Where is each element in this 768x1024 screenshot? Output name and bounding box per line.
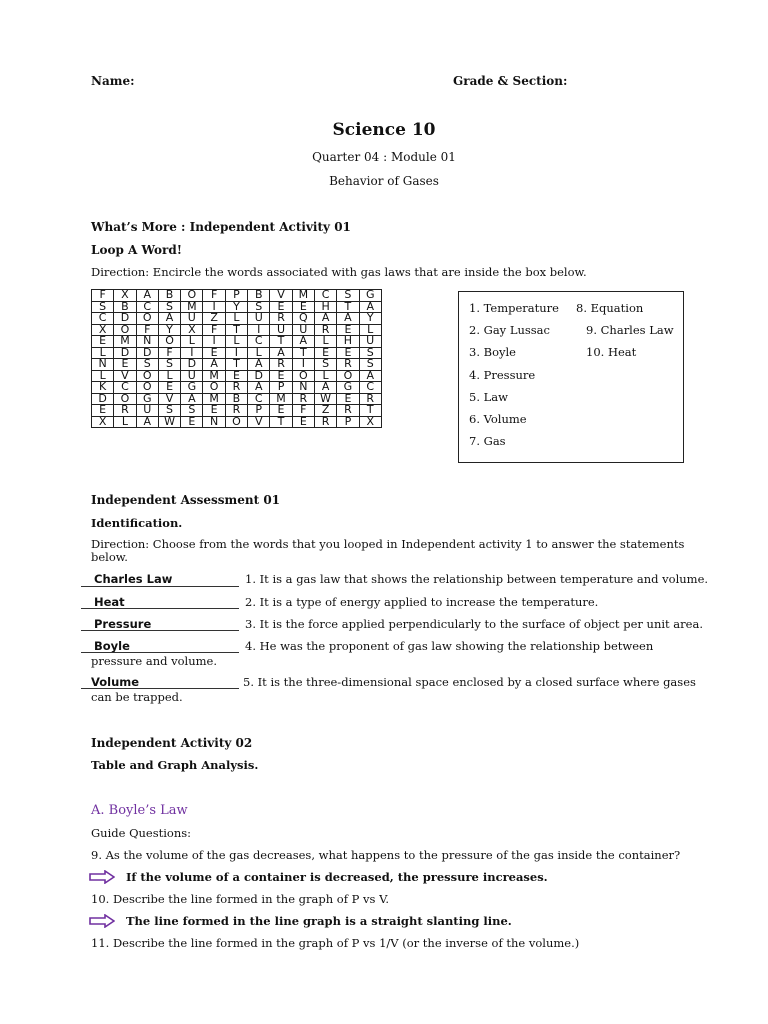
grid-cell: U — [248, 313, 270, 325]
grid-cell: M — [181, 301, 203, 313]
question-4: 4. He was the proponent of gas law showing the relationship between — [245, 639, 654, 653]
grid-cell: R — [292, 393, 314, 405]
grid-cell: V — [248, 416, 270, 428]
grid-cell: I — [248, 324, 270, 336]
grid-cell: G — [136, 393, 158, 405]
grid-cell: E — [314, 347, 336, 359]
table-graph-heading: Table and Graph Analysis. — [91, 758, 259, 772]
grid-cell: R — [314, 324, 336, 336]
grid-cell: O — [181, 290, 203, 302]
grid-cell: D — [248, 370, 270, 382]
grid-cell: D — [114, 313, 136, 325]
name-label: Name: — [91, 74, 135, 88]
grid-cell: O — [114, 393, 136, 405]
grid-cell: D — [136, 347, 158, 359]
grid-cell: A — [314, 313, 336, 325]
grid-cell: G — [337, 382, 359, 394]
grid-cell: I — [203, 301, 225, 313]
grid-cell: U — [181, 313, 203, 325]
grid-cell: E — [270, 405, 292, 417]
grid-cell: R — [114, 405, 136, 417]
grid-cell: C — [359, 382, 381, 394]
grid-cell: T — [337, 301, 359, 313]
grid-cell: E — [337, 324, 359, 336]
grid-cell: E — [203, 405, 225, 417]
grid-cell: N — [292, 382, 314, 394]
identification-heading: Identification. — [91, 516, 183, 530]
grid-cell: R — [225, 405, 247, 417]
grid-cell: A — [270, 347, 292, 359]
grid-cell: O — [225, 416, 247, 428]
grid-cell: S — [158, 405, 180, 417]
grid-cell: T — [270, 416, 292, 428]
arrow-right-icon — [89, 914, 115, 928]
grid-cell: L — [92, 370, 114, 382]
grid-cell: S — [359, 347, 381, 359]
grid-cell: P — [337, 416, 359, 428]
grid-cell: F — [292, 405, 314, 417]
grid-cell: L — [314, 336, 336, 348]
grid-cell: F — [203, 290, 225, 302]
grid-cell: A — [248, 382, 270, 394]
grid-cell: V — [270, 290, 292, 302]
grid-cell: G — [181, 382, 203, 394]
grid-cell: A — [359, 370, 381, 382]
grid-cell: A — [292, 336, 314, 348]
grid-cell: R — [270, 359, 292, 371]
grid-cell: Y — [158, 324, 180, 336]
grid-cell: A — [359, 301, 381, 313]
grid-cell: O — [136, 370, 158, 382]
grid-cell: A — [158, 313, 180, 325]
grid-cell: C — [314, 290, 336, 302]
grid-cell: W — [158, 416, 180, 428]
activity1-direction: Direction: Encircle the words associated with gas laws that are inside the box below. — [91, 265, 587, 279]
grid-cell: A — [181, 393, 203, 405]
grid-cell: E — [92, 336, 114, 348]
grid-cell: E — [270, 301, 292, 313]
grid-cell: E — [337, 393, 359, 405]
grid-cell: T — [292, 347, 314, 359]
grid-cell: L — [181, 336, 203, 348]
grid-cell: N — [92, 359, 114, 371]
grid-cell: U — [292, 324, 314, 336]
quarter-module: Quarter 04 : Module 01 — [312, 150, 456, 164]
grid-cell: R — [225, 382, 247, 394]
answer-5: Volume — [91, 675, 140, 689]
grid-cell: A — [314, 382, 336, 394]
grid-cell: A — [337, 313, 359, 325]
grid-cell: B — [248, 290, 270, 302]
grid-cell: A — [203, 359, 225, 371]
question-3: 3. It is the force applied perpendicularly to the surface of object per unit area. — [245, 617, 703, 631]
word-list-item: 1. Temperature — [469, 301, 559, 315]
grid-cell: R — [337, 359, 359, 371]
answer-9: If the volume of a container is decreased, the pressure increases. — [126, 870, 548, 884]
boyles-law-heading: A. Boyle’s Law — [91, 803, 188, 818]
grid-cell: D — [181, 359, 203, 371]
grid-cell: V — [114, 370, 136, 382]
guide-questions-label: Guide Questions: — [91, 826, 192, 840]
grid-cell: L — [359, 324, 381, 336]
grid-cell: R — [314, 416, 336, 428]
answer-1: Charles Law — [94, 572, 173, 586]
grid-cell: Y — [359, 313, 381, 325]
grid-cell: I — [181, 347, 203, 359]
grid-cell: E — [114, 359, 136, 371]
grid-cell: A — [136, 416, 158, 428]
grid-cell: C — [92, 313, 114, 325]
activity1-heading: What’s More : Independent Activity 01 — [91, 220, 351, 234]
grid-cell: R — [337, 405, 359, 417]
grid-cell: Z — [314, 405, 336, 417]
question-4-continued: pressure and volume. — [91, 654, 217, 668]
grid-cell: P — [248, 405, 270, 417]
grid-cell: O — [136, 313, 158, 325]
grid-cell: O — [158, 336, 180, 348]
module-topic: Behavior of Gases — [329, 174, 439, 188]
grid-cell: A — [136, 290, 158, 302]
grid-cell: S — [158, 359, 180, 371]
grid-cell: E — [92, 405, 114, 417]
grid-cell: S — [158, 301, 180, 313]
grid-cell: H — [337, 336, 359, 348]
question-9: 9. As the volume of the gas decreases, what happens to the pressure of the gas inside the container? — [91, 848, 681, 862]
grid-cell: O — [337, 370, 359, 382]
grid-cell: S — [337, 290, 359, 302]
question-10: 10. Describe the line formed in the graph of P vs V. — [91, 892, 390, 906]
grid-cell: B — [158, 290, 180, 302]
grid-cell: G — [359, 290, 381, 302]
word-list-item: 8. Equation — [576, 301, 644, 315]
word-list-item: 10. Heat — [586, 345, 637, 360]
grid-cell: M — [270, 393, 292, 405]
grid-cell: L — [114, 416, 136, 428]
grade-section-label: Grade & Section: — [453, 74, 568, 88]
word-list-box — [458, 291, 684, 463]
grid-cell: I — [203, 336, 225, 348]
grid-cell: E — [225, 370, 247, 382]
grid-cell: I — [292, 359, 314, 371]
grid-cell: X — [114, 290, 136, 302]
grid-cell: T — [225, 359, 247, 371]
answer-line-1 — [81, 586, 239, 587]
grid-cell: T — [359, 405, 381, 417]
word-list-item: 9. Charles Law — [586, 323, 674, 338]
grid-cell: P — [270, 382, 292, 394]
grid-cell: S — [181, 405, 203, 417]
grid-cell: L — [248, 347, 270, 359]
grid-cell: L — [225, 336, 247, 348]
grid-cell: F — [92, 290, 114, 302]
answer-2: Heat — [94, 595, 125, 609]
grid-cell: M — [203, 370, 225, 382]
answer-10: The line formed in the line graph is a straight slanting line. — [126, 914, 512, 928]
grid-cell: E — [292, 416, 314, 428]
grid-cell: T — [225, 324, 247, 336]
grid-cell: E — [203, 347, 225, 359]
word-list-item: 7. Gas — [469, 434, 506, 449]
answer-3: Pressure — [94, 617, 152, 631]
grid-cell: E — [158, 382, 180, 394]
answer-line-3 — [81, 630, 239, 631]
grid-cell: E — [292, 301, 314, 313]
grid-cell: Y — [225, 301, 247, 313]
grid-cell: A — [248, 359, 270, 371]
word-list-item: 6. Volume — [469, 412, 527, 426]
word-list-item: 3. Boyle — [469, 345, 516, 360]
grid-cell: S — [136, 359, 158, 371]
grid-cell: F — [136, 324, 158, 336]
grid-cell: Q — [292, 313, 314, 325]
grid-cell: F — [203, 324, 225, 336]
grid-cell: C — [248, 393, 270, 405]
grid-cell: V — [158, 393, 180, 405]
grid-cell: D — [92, 393, 114, 405]
document-title: Science 10 — [332, 120, 436, 140]
grid-cell: U — [136, 405, 158, 417]
grid-cell: O — [203, 382, 225, 394]
grid-cell: W — [314, 393, 336, 405]
answer-line-2 — [81, 608, 239, 609]
grid-cell: L — [92, 347, 114, 359]
grid-cell: R — [270, 313, 292, 325]
grid-cell: C — [114, 382, 136, 394]
activity2-heading: Independent Activity 02 — [91, 736, 253, 750]
word-list-item: 5. Law — [469, 389, 508, 404]
grid-cell: O — [136, 382, 158, 394]
grid-cell: H — [314, 301, 336, 313]
grid-cell: S — [359, 359, 381, 371]
grid-cell: X — [92, 324, 114, 336]
grid-cell: L — [314, 370, 336, 382]
grid-cell: L — [158, 370, 180, 382]
grid-cell: T — [270, 336, 292, 348]
grid-cell: Z — [203, 313, 225, 325]
word-list-item: 4. Pressure — [469, 367, 536, 382]
loop-a-word-heading: Loop A Word! — [91, 243, 182, 257]
grid-cell: P — [225, 290, 247, 302]
answer-line-5 — [81, 688, 239, 689]
answer-line-4 — [81, 652, 239, 653]
question-5: 5. It is the three-dimensional space enclosed by a closed surface where gases — [243, 675, 696, 689]
grid-cell: U — [359, 336, 381, 348]
grid-cell: D — [114, 347, 136, 359]
grid-cell: S — [248, 301, 270, 313]
question-5-continued: can be trapped. — [91, 690, 183, 704]
question-11: 11. Describe the line formed in the graph of P vs 1/V (or the inverse of the volume.) — [91, 936, 580, 950]
grid-cell: C — [248, 336, 270, 348]
word-search-grid — [91, 289, 382, 428]
grid-cell: U — [181, 370, 203, 382]
grid-cell: L — [225, 313, 247, 325]
grid-cell: K — [92, 382, 114, 394]
grid-cell: M — [203, 393, 225, 405]
grid-cell: E — [270, 370, 292, 382]
question-1: 1. It is a gas law that shows the relationship between temperature and volume. — [245, 572, 709, 586]
arrow-right-icon — [89, 870, 115, 884]
grid-cell: O — [114, 324, 136, 336]
grid-cell: U — [270, 324, 292, 336]
grid-cell: F — [158, 347, 180, 359]
assessment-direction: Direction: Choose from the words that you looped in Independent activity 1 to answer the statements below. — [91, 537, 685, 564]
grid-cell: R — [359, 393, 381, 405]
grid-cell: X — [92, 416, 114, 428]
grid-cell: M — [292, 290, 314, 302]
grid-cell: B — [225, 393, 247, 405]
grid-cell: S — [314, 359, 336, 371]
grid-cell: C — [136, 301, 158, 313]
grid-cell: B — [114, 301, 136, 313]
grid-cell: E — [181, 416, 203, 428]
grid-row — [92, 416, 382, 428]
grid-cell: O — [292, 370, 314, 382]
question-2: 2. It is a type of energy applied to increase the temperature. — [245, 595, 599, 609]
grid-cell: I — [225, 347, 247, 359]
answer-4: Boyle — [94, 639, 130, 653]
grid-cell: M — [114, 336, 136, 348]
word-list-item: 2. Gay Lussac — [469, 323, 550, 338]
grid-cell: X — [359, 416, 381, 428]
assessment-heading: Independent Assessment 01 — [91, 493, 281, 507]
grid-cell: N — [136, 336, 158, 348]
grid-cell: X — [181, 324, 203, 336]
grid-cell: S — [92, 301, 114, 313]
grid-cell: E — [337, 347, 359, 359]
grid-cell: N — [203, 416, 225, 428]
